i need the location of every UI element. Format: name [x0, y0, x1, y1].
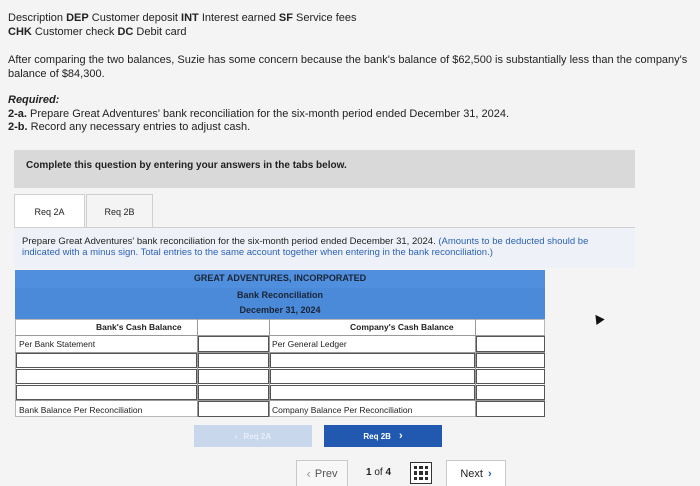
required-item-number: 2-b. — [8, 121, 28, 133]
page-of: of — [374, 467, 383, 478]
instructions-text: Prepare Great Adventures' bank reconciliation for the six-month period ended December 31, 2024. — [22, 236, 436, 247]
legend-code: CHK — [8, 26, 32, 38]
bank-total-input[interactable] — [198, 401, 269, 417]
tab-req-2a[interactable] — [14, 194, 85, 228]
prev-label: Prev — [314, 467, 338, 480]
divider — [15, 400, 545, 401]
reconciliation-table — [15, 319, 545, 417]
required-item — [8, 121, 250, 133]
bank-item-amount-input[interactable] — [198, 369, 269, 384]
legend-desc: Service fees — [292, 12, 357, 24]
required-item-number: 2-a. — [8, 108, 27, 120]
chevron-right-icon: › — [487, 467, 492, 480]
legend-line-1 — [8, 12, 357, 24]
legend-desc: Customer check — [31, 26, 118, 38]
prev-tab-label: Req 2A — [243, 431, 272, 441]
required-item — [8, 108, 509, 120]
tab-label: Req 2B — [104, 206, 135, 217]
page-total: 4 — [385, 467, 392, 478]
company-item-amount-input[interactable] — [476, 385, 545, 400]
tab-req-2b[interactable] — [86, 194, 153, 228]
next-tab-button[interactable] — [324, 425, 442, 447]
legend-desc: Debit card — [133, 26, 187, 38]
company-total-label: Company Balance Per Reconciliation — [272, 405, 413, 415]
chevron-left-icon: ‹ — [234, 431, 238, 441]
page-counter — [366, 467, 391, 478]
bank-column-heading: Bank's Cash Balance — [96, 322, 182, 332]
tab-instructions — [14, 227, 635, 268]
legend-code: SF — [278, 12, 293, 24]
statement-date: December 31, 2024 — [15, 303, 545, 319]
legend-code: DEP — [66, 12, 89, 24]
problem-paragraph: After comparing the two balances, Suzie has some concern because the bank's balance of $62,500 is substantially less than the company's balance of $84,300. — [8, 54, 688, 80]
mouse-pointer-icon — [591, 312, 604, 325]
company-item-description-input[interactable] — [270, 369, 475, 384]
statement-title: Bank Reconciliation — [15, 288, 545, 303]
required-heading: Required: — [8, 94, 60, 106]
bank-item-description-input[interactable] — [16, 369, 197, 384]
legend-line-2 — [8, 26, 187, 38]
legend-desc: Customer deposit — [88, 12, 182, 24]
bank-first-row-label: Per Bank Statement — [19, 339, 96, 349]
next-label: Next — [460, 467, 483, 480]
company-total-input[interactable] — [476, 401, 545, 417]
prev-page-button[interactable] — [296, 460, 348, 486]
bank-item-amount-input[interactable] — [198, 353, 269, 368]
instructions-note: (Amounts to be deducted should be indicated with a minus sign. Total entries to the same account together when entering in the bank reconciliation.) — [22, 236, 589, 258]
required-item-text: Prepare Great Adventures' bank reconciliation for the six-month period ended December 31, 2024. — [26, 108, 510, 120]
legend-label: Description — [8, 12, 67, 24]
divider — [15, 335, 545, 336]
legend-desc: Interest earned — [198, 12, 279, 24]
bank-balance-input[interactable] — [198, 336, 269, 352]
legend-code: INT — [181, 12, 199, 24]
prev-tab-button[interactable] — [194, 425, 312, 447]
page-current: 1 — [366, 467, 372, 478]
ledger-balance-input[interactable] — [476, 336, 545, 352]
divider — [269, 319, 270, 417]
company-item-amount-input[interactable] — [476, 353, 545, 368]
tab-label: Req 2A — [34, 206, 65, 217]
bank-item-description-input[interactable] — [16, 385, 197, 400]
company-item-description-input[interactable] — [270, 353, 475, 368]
chevron-right-icon: › — [398, 430, 403, 442]
required-item-text: Record any necessary entries to adjust cash. — [27, 121, 251, 133]
company-column-heading: Company's Cash Balance — [350, 322, 454, 332]
bank-item-amount-input[interactable] — [198, 385, 269, 400]
bank-total-label: Bank Balance Per Reconciliation — [19, 405, 143, 415]
statement-company: GREAT ADVENTURES, INCORPORATED — [15, 270, 545, 288]
bank-item-description-input[interactable] — [16, 353, 197, 368]
legend-code: DC — [117, 26, 134, 38]
instructions-banner: Complete this question by entering your answers in the tabs below. — [14, 150, 635, 188]
grid-icon[interactable] — [410, 462, 432, 484]
next-page-button[interactable] — [446, 460, 506, 486]
company-item-amount-input[interactable] — [476, 369, 545, 384]
chevron-left-icon: ‹ — [306, 466, 311, 481]
company-first-row-label: Per General Ledger — [272, 339, 347, 349]
company-item-description-input[interactable] — [270, 385, 475, 400]
next-tab-label: Req 2B — [363, 431, 391, 441]
